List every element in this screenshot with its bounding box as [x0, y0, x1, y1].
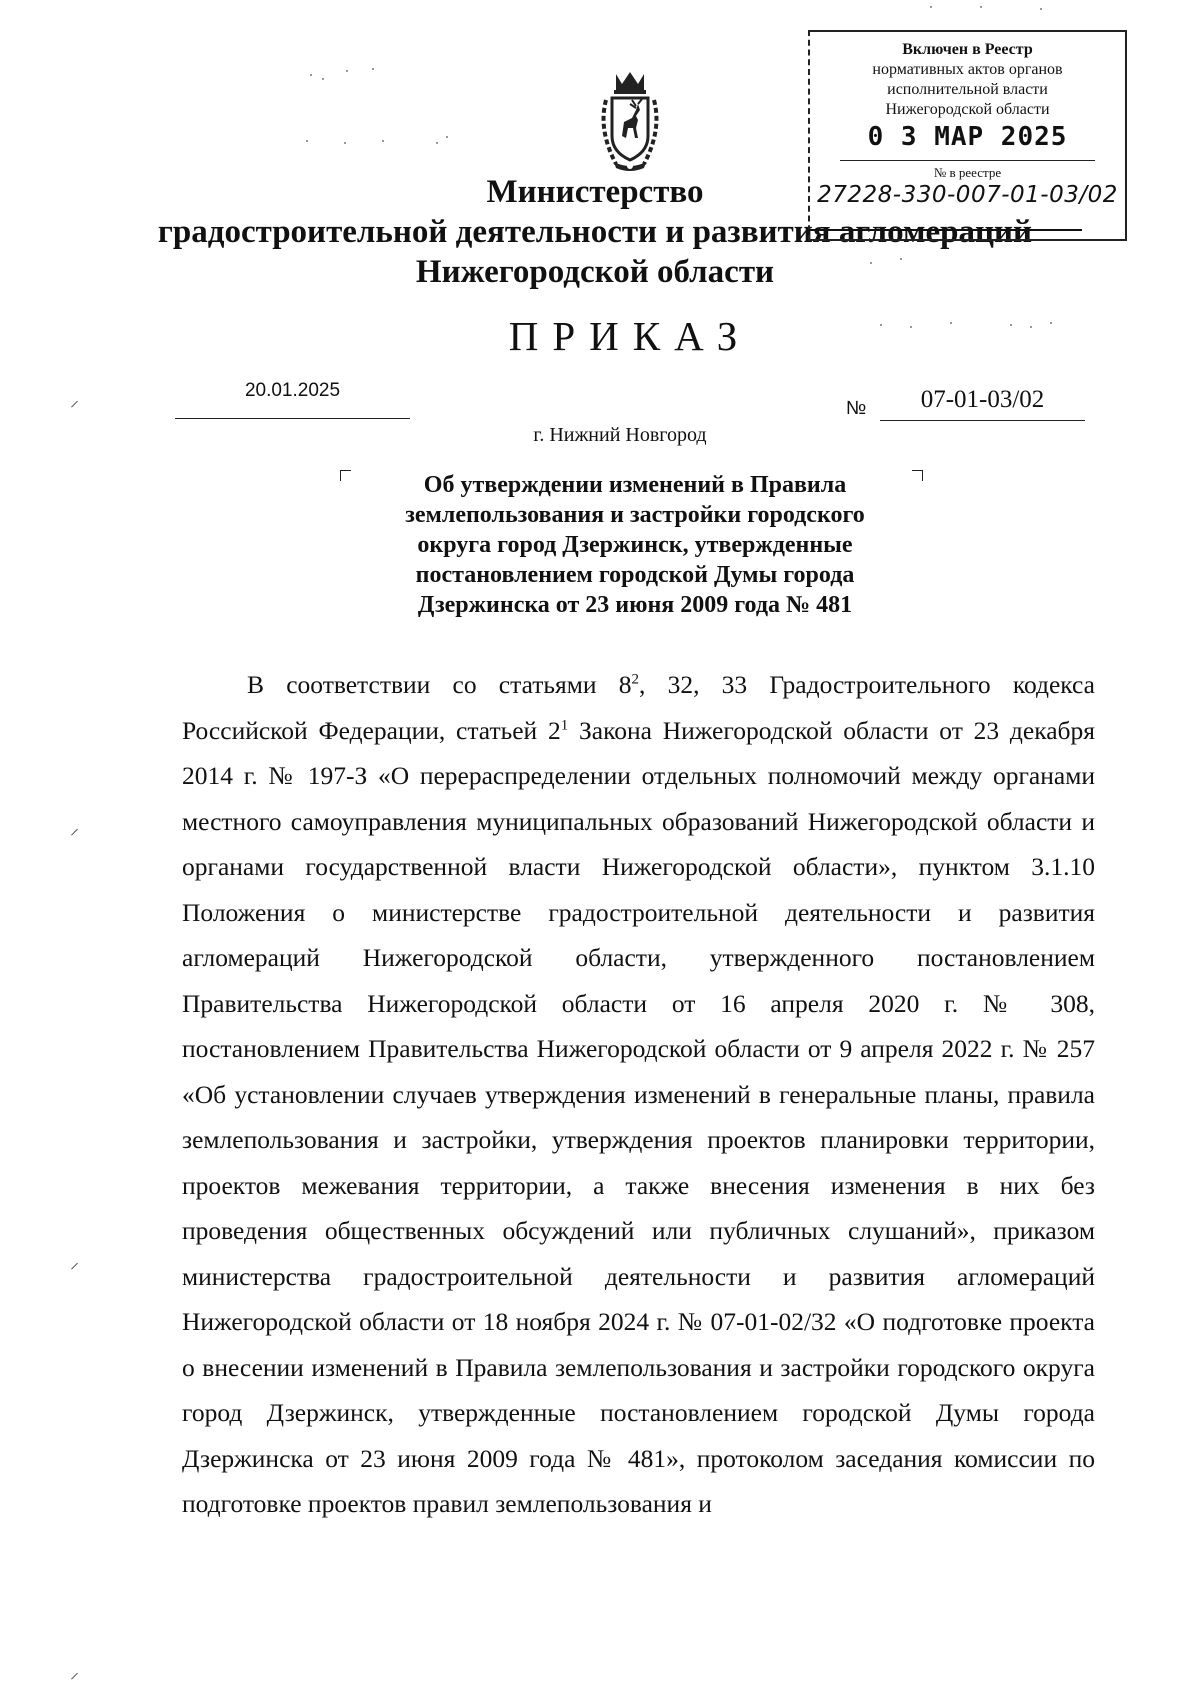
ministry-name-line-2: градостроительной деятельности и развития агломераций	[157, 214, 1033, 250]
scan-speck	[382, 140, 384, 142]
order-city: г. Нижний Новгород	[533, 424, 707, 446]
scan-speck	[930, 6, 932, 8]
scan-speck	[306, 140, 308, 142]
scan-speck	[1040, 8, 1042, 10]
scan-speck	[436, 142, 438, 144]
subject-corner-right	[912, 470, 923, 481]
stamp-line: нормативных актов органов	[872, 61, 1063, 78]
coat-of-arms-icon	[592, 70, 668, 172]
scan-speck	[1050, 322, 1052, 324]
scan-speck	[880, 324, 882, 326]
stamp-divider	[840, 160, 1095, 161]
scan-speck	[372, 68, 374, 70]
subject-line: округа город Дзержинск, утвержденные	[417, 532, 853, 558]
subject-line: Дзержинска от 23 июня 2009 года № 481	[417, 592, 853, 618]
scan-speck	[346, 70, 348, 72]
registry-stamp	[808, 30, 1127, 241]
scan-speck	[900, 258, 902, 260]
number-underline	[880, 420, 1085, 421]
stamp-registry-label: № в реестре	[933, 165, 1002, 180]
order-number: 07-01-03/02	[920, 386, 1045, 413]
scan-speck	[446, 136, 448, 138]
scan-speck	[1010, 324, 1012, 326]
scan-speck	[980, 6, 982, 8]
order-body-paragraph	[182, 662, 1095, 1527]
body-text-part: Закона Нижегородской области от 23 декабря 2014 г. № 197-З «О перераспределении отдельных полномочий между органами местного самоуправления муниципальных образований Нижегородской области и органами государственной власти Нижегородской области», пунктом 3.1.10 Положения о министерстве градостроительной деятельности и развития агломераций Нижегородской области, утвержденного постановлением Правительства Нижегородской области от 16 апреля 2020 г. № 308, постановлением Правительства Нижегородской области от 9 апреля 2022 г. № 257 «Об установлении случаев утверждения изменений в генеральные планы, правила землепользования и застройки, утверждения проектов планировки территории, проектов межевания территории, а также внесения изменения в них без проведения общественных обсуждений или публичных слушаний», приказом министерства градостроительной деятельности и развития агломераций Нижегородской области от 18 ноября 2024 г. № 07-01-02/32 «О подготовке проекта о внесении изменений в Правила землепользования и застройки городского округа город Дзержинск, утвержденные постановлением городской Думы города Дзержинска от 23 июня 2009 года № 481», протоколом заседания комиссии по подготовке проектов правил землепользования и	[182, 715, 1095, 1518]
stamp-line: Включен в Реестр	[902, 41, 1033, 58]
stamp-line: исполнительной власти	[887, 81, 1048, 98]
margin-mark: ⸝	[70, 1662, 79, 1683]
order-date: 20.01.2025	[244, 380, 341, 401]
ministry-region: Нижегородской области	[415, 254, 775, 290]
scan-speck	[870, 262, 872, 264]
margin-mark: ⸝	[70, 818, 79, 839]
subject-corner-left	[340, 470, 351, 481]
scan-speck	[910, 326, 912, 328]
scan-speck	[310, 74, 312, 76]
superscript: 1	[560, 717, 569, 733]
order-subject	[370, 470, 900, 620]
scan-speck	[950, 322, 952, 324]
stamp-line: Нижегородской области	[885, 101, 1050, 118]
margin-mark: ⸝	[70, 1252, 79, 1273]
subject-line: Об утверждении изменений в Правила	[423, 472, 847, 498]
body-text-part: В соответствии со статьями 8	[247, 670, 632, 699]
date-underline	[175, 418, 410, 419]
margin-mark: ⸝	[70, 390, 79, 411]
subject-line: землепользования и застройки городского	[405, 502, 865, 528]
order-number-sign: №	[846, 398, 867, 419]
superscript: 2	[631, 671, 639, 688]
stamp-registry-number: 27228-330-007-01-03/02	[817, 182, 1118, 208]
scan-speck	[344, 142, 346, 144]
scan-speck	[322, 78, 324, 80]
ministry-name-line-1: Министерство	[486, 174, 704, 210]
body-text-part: , 32, 33 Градостроительного кодекса Российской Федерации, статьей 2	[182, 670, 1095, 745]
subject-line: постановлением городской Думы города	[415, 562, 855, 588]
stamp-strike-line	[806, 229, 1082, 231]
stamp-date: 0 3 МАР 2025	[867, 122, 1068, 152]
document-type-title: ПРИКАЗ	[508, 313, 752, 359]
scan-speck	[1030, 326, 1032, 328]
